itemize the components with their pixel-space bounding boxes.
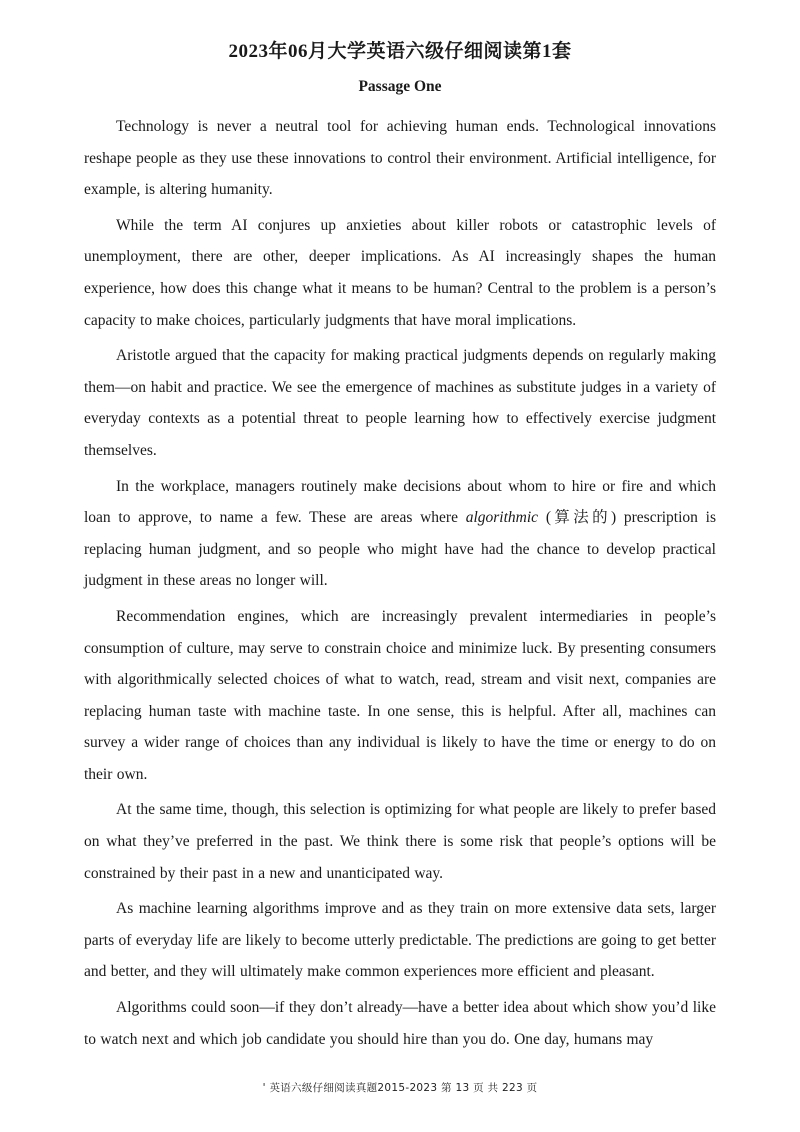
document-title: 2023年06月大学英语六级仔细阅读第1套 xyxy=(228,41,572,62)
paragraph-3: Aristotle argued that the capacity for making practical judgments depends on regularly making them—on habit and practice. We see the emergence of machines as substitute judges in a variety of everyday contexts as a potential threat to people learning how to effectively exercise judgment themselves. xyxy=(84,347,716,459)
paragraph-1: Technology is never a neutral tool for achieving human ends. Technological innovations reshape people as they use these innovations to control their environment. Artificial intelligence, for example, is altering humanity. xyxy=(84,118,716,199)
chinese-gloss: (算法的) xyxy=(545,509,617,527)
passage-heading: Passage One xyxy=(358,78,442,95)
footer-total-unit: 页 xyxy=(526,1082,538,1094)
paragraph-6: At the same time, though, this selection is optimizing for what people are likely to prefer based on what they’ve preferred in the past. We think there is some risk that people’s options will be constrained by their past in a new and unanticipated way. xyxy=(84,801,716,882)
footer-total-prefix: 共 xyxy=(487,1082,499,1094)
paragraph-5: Recommendation engines, which are increasingly prevalent intermediaries in people’s consumption of culture, may serve to constrain choice and minimize luck. By presenting consumers with algorithmically selected choices of what to watch, read, stream and visit next, companies are replacing human taste with machine taste. In one sense, this is helpful. After all, machines can survey a wider range of choices than any individual is likely to have the time or energy to do on their own. xyxy=(84,607,716,783)
glossed-term: algorithmic xyxy=(465,509,539,527)
footer-mark: ' xyxy=(262,1082,266,1094)
paragraph-7: As machine learning algorithms improve and as they train on more extensive data sets, larger parts of everyday life are likely to become utterly predictable. The predictions are going to get better and better, and they will ultimately make common experiences more efficient and pleasant. xyxy=(84,900,716,981)
footer-page-current: 13 xyxy=(455,1082,470,1094)
paragraph-4 xyxy=(84,471,716,597)
paragraph-8: Algorithms could soon—if they don’t already—have a better idea about which show you’d like to watch next and which job candidate you should hire than you do. One day, humans may xyxy=(84,999,716,1048)
passage-body xyxy=(84,111,716,1055)
page-footer xyxy=(0,1080,800,1095)
paragraph-4-before: In the workplace, managers routinely make decisions about whom to hire or fire and which loan to approve, to name a few. These are areas where xyxy=(84,477,716,527)
footer-page-unit: 页 xyxy=(473,1082,484,1094)
footer-page-prefix: 第 xyxy=(441,1082,452,1094)
paragraph-4-after: prescription is replacing human judgment, and so people who might have had the chance to develop practical judgment in these areas no longer will. xyxy=(84,509,717,590)
footer-page-total: 223 xyxy=(501,1082,523,1094)
paragraph-2: While the term AI conjures up anxieties about killer robots or catastrophic levels of unemployment, there are other, deeper implications. As AI increasingly shapes the human experience, how does this change what it means to be human? Central to the problem is a person’s capacity to make choices, particularly judgments that have moral implications. xyxy=(84,216,716,329)
footer-source: 英语六级仔细阅读真题2015-2023 xyxy=(269,1082,438,1094)
